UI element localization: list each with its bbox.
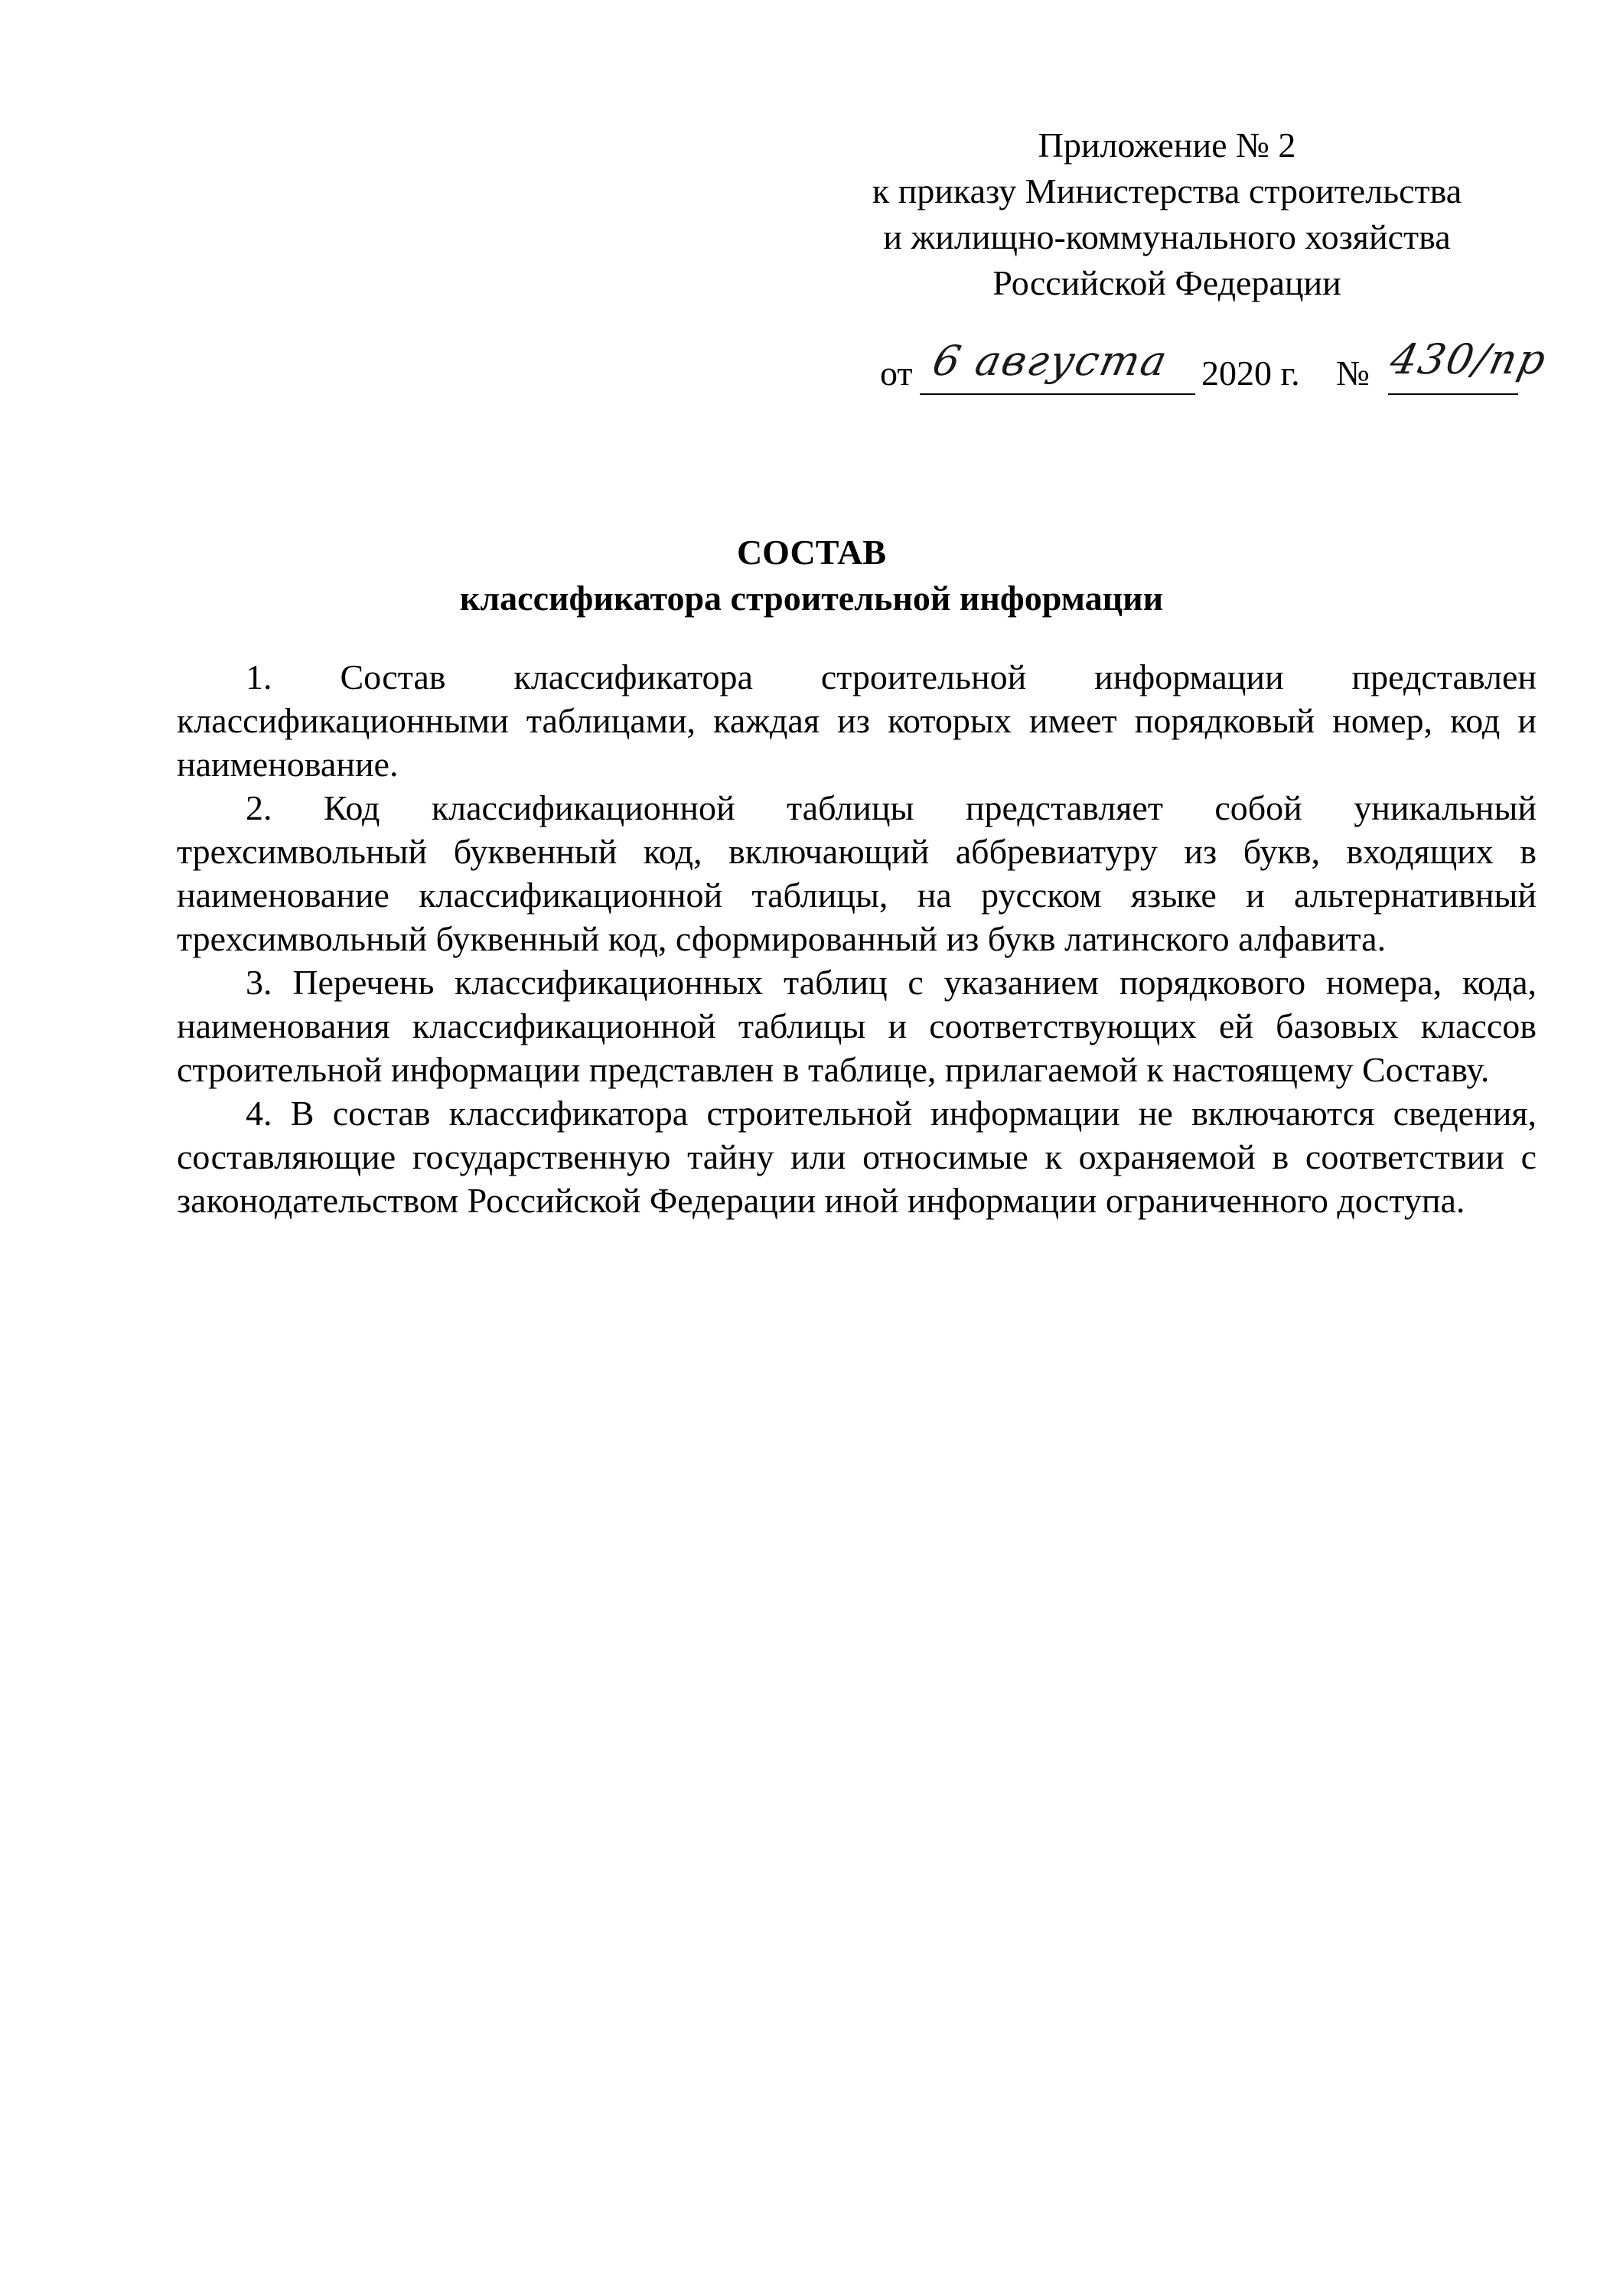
handwritten-date: 6 августа xyxy=(928,337,1173,385)
appendix-header xyxy=(834,122,1500,306)
document-body xyxy=(177,655,1537,1222)
paragraph-3: 3. Перечень классификационных таблиц с указанием порядкового номера, кода, наименования классификационной таблицы и соответствующих ей базовых классов строительной информации представлен в таблице, прилагаемой к настоящему Составу. xyxy=(177,963,1537,1089)
paragraph-4: 4. В состав классификатора строительной информации не включаются сведения, составляющие государственную тайну или относимые к охраняемой в соответствии с законодательством Российской Федерации иной информации ограниченного доступа. xyxy=(177,1094,1537,1220)
appendix-line-2: к приказу Министерства строительства xyxy=(872,171,1462,210)
number-sign: № xyxy=(1336,354,1370,393)
appendix-line-1: Приложение № 2 xyxy=(1038,126,1296,165)
appendix-line-3: и жилищно-коммунального хозяйства xyxy=(883,217,1451,256)
document-title: СОСТАВ xyxy=(736,533,887,572)
paragraph-1: 1. Состав классификатора строительной информации представлен классификационными таблицами, каждая из которых имеет порядковый номер, код и наименование. xyxy=(177,657,1537,784)
document-subtitle: классификатора строительной информации xyxy=(459,579,1164,618)
date-underline xyxy=(920,393,1195,395)
order-year: 2020 г. xyxy=(1201,354,1300,393)
order-date-line xyxy=(880,335,1592,412)
handwritten-order-number: 430/пр xyxy=(1386,335,1552,383)
date-prefix: от xyxy=(880,354,913,393)
paragraph-2: 2. Код классификационной таблицы представляет собой уникальный трехсимвольный буквенный код, включающий аббревиатуру из букв, входящих в наименование классификационной таблицы, на русском языке и альтернативный трехсимвольный буквенный код, сформированный из букв латинского алфавита. xyxy=(177,788,1537,958)
appendix-line-4: Российской Федерации xyxy=(992,263,1341,302)
number-underline xyxy=(1388,393,1518,395)
